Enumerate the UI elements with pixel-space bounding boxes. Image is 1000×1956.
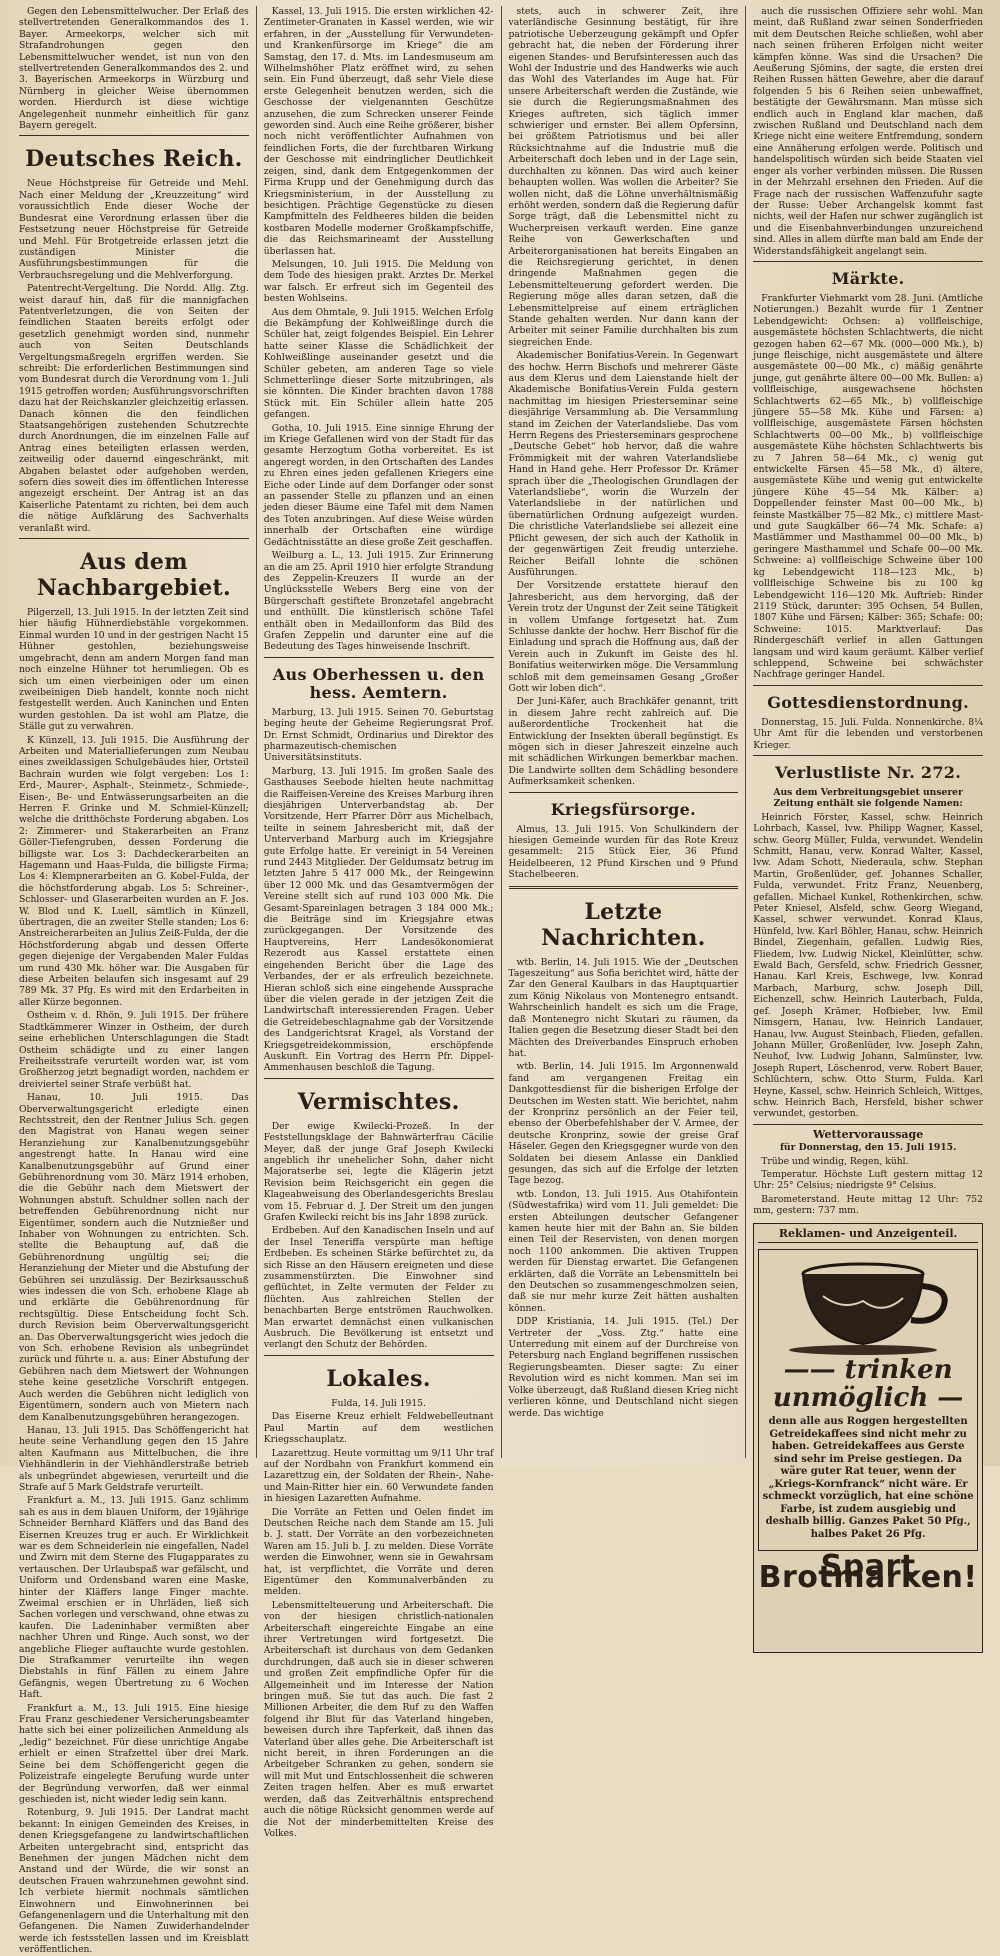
divider [509, 792, 739, 793]
section-title-lokales: Lokales. [326, 1365, 431, 1392]
article-kassel: Kassel, 13. Juli 1915. Die ersten wirklichen 42-Zentimeter-Granaten in Kassel werden, wie wir erfahren, in der „Ausstellung für Verwundeten- und Krankenfürsorge im Kriege“ die am Samstag, den 17. d. Mts. im Landesmuseum am Wilhelmshöher Platz eröffnet wird, zu sehen sein. Ein Fund überzeugt, daß sehr Viele diese erste Gelegenheit benutzen werden, sich die Geschosse der vielgenannten Geschütze anzusehen, die zum Schrecken unserer Feinde geworden sind. Auch eine Reihe größerer, bisher noch nicht veröffentlichter Aufnahmen von feindlichen Forts, die der furchtbaren Wirkung der Geschosse mit eindringlicher Deutlichkeit zeigen, sind, dank dem Entgegenkommen der Firma Krupp und der Genehmigung durch das Kriegsministerium, in der Ausstellung zu besichtigen. Prächtige Gegenstücke zu diesen Kampfmitteln des Feldheeres bilden die beiden kostbaren Modelle moderner Großkampfschiffe, die das Reichsmarineamt der Ausstellung überlassen hat. [263, 6, 494, 257]
section-title-oberhessen: Aus Oberhessen u. den hess. Aemtern. [272, 664, 485, 702]
divider [753, 261, 983, 262]
column-1 [12, 6, 257, 1956]
divider [264, 1078, 494, 1079]
article-eisernes-kreuz: Das Eiserne Kreuz erhielt Feldwebelleutnant Paul Martin auf dem westlichen Kriegsschauplatz. [263, 1411, 494, 1446]
slogan-spart-brotmarken: Spart Brotmarken! [758, 1549, 978, 1596]
article-lazarettzug: Lazarettzug. Heute vormittag um 9/11 Uhr traf auf der Nordbahn von Frankfurt kommend ein Lazarettzug ein, der Soldaten der Rhein-, Nahe- und Main-Ritter hier ein. 60 Verwundete fanden in hiesigen Lazaretten Aufnahme. [263, 1447, 494, 1505]
section-title-vermischtes: Vermischtes. [297, 1088, 460, 1115]
article-london: wtb. London, 13. Juli 1915. Aus Otahifontein (Südwestafrika) wird vom 11. Juli gemeldet: Die ersten Abteilungen deutscher Gefangener kamen heute hier mit der Bahn an. Sie bilden einen Teil der Reservisten, von denen morgen noch 1100 ankommen. Die aktiven Truppen werden für Dienstag erwartet. Die Gefangenen erklärten, daß die Vorräte an Lebensmitteln bei den Deutschen so zusammengeschmolzen seien, daß sie nur mehr kurze Zeit hätten aushalten können. [508, 1188, 739, 1314]
divider [19, 538, 249, 539]
article-rotenburg: Rotenburg, 9. Juli 1915. Der Landrat macht bekannt: In einigen Gemeinden des Kreises, in denen Kriegsgefangene zu landwirtschaftlichen Arbeiten untergebracht sind, entspricht das Benehmen der jungen Mädchen nicht dem Anstand und der Würde, die wir sonst an deutschen Frauen wahrzunehmen gewohnt sind. Ich verbiete hiermit nochmals sämtlichen Einwohnern und Einwohnerinnen bei Gefangenenlagern und die Unterhaltung mit den Gefangenen. Die Namen Zuwiderhandelnder werde ich festsstellen lassen und im Kreisblatt veröffentlichen. [19, 1807, 249, 1956]
section-title-gottesdienst: Gottesdienstordnung. [767, 692, 969, 712]
verlustliste-subtitle: Aus dem Verbreitungsgebiet unserer Zeitung enthält sie folgende Namen: [773, 786, 963, 810]
article-kuenzell: K Künzell, 13. Juli 1915. Die Ausführung der Arbeiten und Materiallieferungen zum Neubau eines zweiklassigen Schulgebäudes hier, Ortsteil Bachrain wurden wie folgt vergeben: Los 1: Erd-, Maurer-, Asphalt-, Steinmetz-, Schmiede-, Eisen-, Be- und Entwässerungsarbeiten an die Herren F. Grinke und M. Schmiel-Künzell; welche die dritthöchste Forderung abgaben. Los 2: Zimmerer- und Stakerarbeiten an Franz Göller-Tiefengruben, dessen Forderung die billigste war. Los 3: Dachdeckerarbeiten an Hagemann und Haas-Fulda, die billigste Firma; Los 4: Klempnerarbeiten an G. Kobel-Fulda, der die höchstforderung abgab. Los 5: Schreiner-, Schlosser- und Glaserarbeiten wurden an F. Jos. W. Blod und K. Luell, sämtlich in Künzell, übertragen, die an zweiter Stelle standen; Los 6: Anstreicherarbeiten an Julius Zeiß-Fulda, der die Höchstforderung abgab und dessen Offerte gegen diejenige der Vergabenden Maler Fuldas um rund 430 Mk. höher war. Die Ausgaben für diese Arbeiten belaufen sich insgesamt auf 29 789 Mk. 37 Pfg. Es wird mit den Erdarbeiten in aller Kürze begonnen. [19, 734, 249, 1008]
article-lebensmittelwucher: Gegen den Lebensmittelwucher. Der Erlaß des stellvertretenden Generalkommandos des 1. Bayer. Armeekorps, welcher sich mit Strafandrohungen gegen den Lebensmittelwucher wendet, ist nun von den stellvertretenden Generalkommandos des 2. und 3. Bayerischen Armeekorps in Würzburg und Nürnberg in gleicher Weise übernommen worden. Hierdurch ist diese wichtige Angelegenheit nunmehr einheitlich für ganz Bayern geregelt. [19, 6, 249, 132]
article-erdbeben: Erdbeben. Auf den Kanadischen Inseln und auf der Insel Teneriffa verspürte man heftige Erdbeben. Es scheinen Stärke befürchtet zu, da sich Risse an den Häusern ereigneten und diese zusammenstürzten. Die Einwohner sind geflüchtet, in Zelte vermuten der Felder zu flüchten. Aus zahlreichen Stellen der benachbarten Berge entströmen Rauchwolken. Man erwartet demnächst einen vulkanischen Ausbruch. Die Bevölkerung ist entsetzt und verlangt den Schutz der Behörden. [263, 1225, 494, 1351]
article-pilgerzell: Pilgerzell, 13. Juli 1915. In der letzten Zeit sind hier häufig Hühnerdiebstähle vorgekommen. Einmal wurden 10 und in der gestrigen Nacht 15 Hühner gestohlen, beziehungsweise umgebracht, denn am andern Morgen fand man noch einzelne Hühner tot herumliegen. Ob es sich um einen vierbeinigen oder um einen zweibeinigen Dieb handelt, konnte noch nicht festgestellt werden. Auch Kaninchen und Enten wurden gestohlen. Da ist wohl am Platze, die Ställe gut zu verwahren. [19, 607, 249, 733]
divider [753, 685, 983, 686]
weather-date: für Donnerstag, den 15. Juli 1915. [779, 1142, 957, 1154]
ad-section-title: Reklamen- und Anzeigenteil. [758, 1228, 978, 1243]
article-kwilecki: Der ewige Kwilecki-Prozeß. In der Feststellungsklage der Bahnwärterfrau Cäcilie Meyer, daß der junge Graf Joseph Kwilecki angeblich ihr unehelicher Sohn, daher nicht Majoratserbe sei, legte die Klägerin jetzt Revision beim Reichsgericht ein gegen die Klageabweisung des Oberlandesgerichts Breslau vom 15. Februar d. J. Der Streit um den jungen Grafen Kwilecki reicht bis ins Jahr 1898 zurück. [263, 1120, 494, 1223]
article-marburg-1: Marburg, 13. Juli 1915. Seinen 70. Geburtstag beging heute der Geheime Regierungsrat Prof. Dr. Ernst Schmidt, Ordinarius und Direktor des pharmazeutisch-chemischen Universitätsinstituts. [263, 706, 494, 764]
article-frankfurt-1: Frankfurt a. M., 13. Juli 1915. Ganz schlimm sah es aus in dem blauen Uniform, der 19jährige Schneider Bernhard Kläffers und das Band des Eisernen Kreuzes trug er auch. Er Wirklichkeit war es dem Schneiderlein nie eingefallen, Nadel und Zwirn mit dem Sterne des Flugapparates zu vertauschen. Der Urlaubspaß war gefälscht, und Uniform und Ordensband waren eine Maske, hinter der Kläffers lange Finger machte. Zweimal erschien er in Uhrläden, ließ sich Sachen vorlegen und verschwand, ohne etwas zu kaufen. Die Ladeninhaber vermißten aber nachher Uhren und Ringe. Auch sonst, wo der angebliche Flieger auftauchte wurde gestohlen. Die Strafkammer verurteilte ihn wegen Diebstahls in fünf Fällen zu einem Jahre Gefängnis, wegen Übertretung zu 6 Wochen Haft. [19, 1495, 249, 1701]
divider [264, 657, 494, 658]
divider [753, 755, 983, 756]
article-gotha: Gotha, 10. Juli 1915. Eine sinnige Ehrung der im Kriege Gefallenen wird von der Stadt für das gesamte Herzogtum Gotha vorbereitet. Es ist angeregt worden, in den Ortschaften des Landes zu Ehren eines jeden gefallenen Kriegers eine Eiche oder Linde auf dem Dorfanger oder sonst an passender Stelle zu pflanzen und an einen jeden dieser Bäume eine Tafel mit dem Namen des Toten anzubringen. Auf diese Weise würden innerhalb der Ortschaften eine würdige Gedächtnisstätte an diese große Zeit geschaffen. [263, 422, 494, 548]
article-marburg-2: Marburg, 13. Juli 1915. Im großen Saale des Gasthauses Seebode hielten heute nachmittag die Raiffeisen-Vereine des Kreises Marburg ihren diesjährigen Unterverbandstag ab. Der Vorsitzende, Herr Pfarrer Dörr aus Michelbach, teilte in seinem Jahresbericht mit, daß der Unterverband Marburg auch im Kriegsjahre gute Erfolge hatte. Er vereinigt in 54 Vereinen rund 2443 Mitglieder. Der Geldumsatz betrug im letzten Jahre 5 417 000 Mk., der Reingewinn über 12 000 Mk. und das Gesamtvermögen der Vereine stellt sich auf rund 103 000 Mk. Die Gesamt-Spareinlagen betragen 3 184 000 Mk.; die Beiträge sind im Kriegsjahre etwas zurückgegangen. Der Vorsitzende des Hauptvereins, Herr Landesökonomierat Rezerodt aus Kassel erstattete einen eingehenden Bericht über die Lage des Verbandes, der er als erfreulich bezeichnete. Hieran schloß sich eine eingehende Aussprache über die vielen gerade in der jetzigen Zeit die Landwirtschaft interessierenden Fragen. Ueber die Getreidebeschlagnahme gab der Vorsitzende des Landgerichtsrat Kragel, als Vorstand der Kriegsgetreidekommission, erschöpfende Auskunft. Ein Vortrag des Herrn Pfr. Dippel-Ammenhausen beschloß die Tagung. [263, 765, 494, 1074]
weather-barometer: Barometerstand. Heute mittag 12 Uhr: 752 mm, gestern: 737 mm. [753, 1193, 983, 1217]
divider [753, 1124, 983, 1125]
section-title-nachbargebiet: Aus dem Nachbargebiet. [36, 549, 231, 602]
article-berlin-1: wtb. Berlin, 14. Juli 1915. Wie der „Deutschen Tageszeitung“ aus Sofia berichtet wird, hätte der Zar den General Kaulbars in das Hauptquartier zum König Nikolaus von Montenegro entsandt. Wahrscheinlich handelt es sich um die Frage, daß Montenegro nicht Skutari zu räumen, da Italien gegen die Besetzung dieser Stadt bei den Mächten des Dreiverbandes Einspruch erhoben hat. [508, 956, 739, 1059]
article-hanau-1: Hanau, 10. Juli 1915. Das Oberverwaltungsgericht erledigte einen Rechtsstreit, den der Rentner Julius Sch. gegen den Magistrat von Hanau wegen seiner Heranziehung zur Kanalbenutzungsgebühr angestrengt hatte. In Hanau wird eine Kanalbenutzungsgebühr auf Grund einer Gebührenordnung vom 30. März 1914 erhoben, die die Gebühr nach dem Mietswert der Wohnungen abstuft. Schuldner sollen nach der betreffenden Gebührenordnung nicht nur Eigentümer, sondern auch die Nutznießer und Inhaber von Wohnungen zu entrichten. Sch. stellte die Behauptung auf, daß die Gebührenordnung ungültig sei; die Heranziehung der Mieter und die Abstufung der Gebühren sei unzulässig. Der Bezirksausschuß wies indessen die von Sch. erhobene Klage ab und erklärte die Gebührenordnung für rechtsgültig. Diese Entscheidung focht Sch. durch Revision beim Oberverwaltungsgericht an. Das Oberverwaltungsgericht wies jedoch die von Sch. erhobene Revision als unbegründet zurück und führte u. a. aus: Einer Abstufung der Gebühren nach dem Mietswert der Wohnungen stehe keine gesetzliche Vorschrift entgegen. Auch werden die Gebühren nicht lediglich von Eigentümern, sondern auch von Mietern nach dem Kanalbenutzungsgebühren herangezogen. [19, 1092, 249, 1423]
article-bonifatius-1: Akademischer Bonifatius-Verein. In Gegenwart des hochw. Herrn Bischofs und mehrerer Gäste aus dem Klerus und dem Laienstande hielt der Akademische Bonifatius-Verein Fulda gestern nachmittag im hiesigen Priesterseminar seine diesjährige Versammlung ab. Die Versammlung stand im Zeichen der Vaterlandsliebe. Das vom Herrn Regens des Priesterseminars gesprochene „Deutsche Gebet“ hob hervor, daß die wahre Frömmigkeit mit der wahren Vaterlandsliebe Hand in Hand gehe. Herr Professor Dr. Krämer sprach über die „Theologischen Grundlagen der Vaterlandsliebe“, worin die Wurzeln der Vaterlandsliebe in der natürlichen und übernatürlichen Ordnung aufgezeigt wurden. Die christliche Vaterlandsliebe sei allezeit eine Pflicht gewesen, der sich auch der Katholik in der gegenwärtigen Zeit freudig unterziehe. Reicher Beifall lohnte die schönen Ausführungen. [508, 350, 739, 578]
article-kristiania: DDP Kristiania, 14. Juli 1915. (Tel.) Der Vertreter der „Voss. Ztg.“ hatte eine Unterredung mit einem auf der Durchreise von Petersburg nach England begriffenen russischen Regierungsbeamten. Dieser sagte: Zu einer Revolution wird es nicht kommen. Man sei im Volke überzeugt, daß Rußland diesen Krieg nicht verlieren könne, und Deutschland nicht siegen werde. Das wichtige [508, 1316, 739, 1419]
article-russland-cont: auch die russischen Offiziere sehr wohl. Man meint, daß Rußland zwar seinen Sonderfrieden mit dem Deutschen Reiche schließen, wohl aber nach seinen früheren Erfolgen nicht weiter kämpfen könne. Was sind die Ursachen? Die Aeußerung Sjömins, der sagte, die ersten drei Reihen Russen hätten Gewehre, aber die darauf folgenden 5 bis 6 Reihen seien unbewaffnet, bestätigte der Gewährsmann. Man müsse sich endlich auch in England klar machen, daß zwischen Rußland und Deutschland nach dem Kriege nicht eine weitere Entfremdung, sondern eine Annäherung erfolgen werde. Politisch und handelspolitisch würden sich beide Staaten viel enger als vorher verbinden müssen. Die Russen in der Mehrzahl ersehnen den Frieden. Auf die Frage nach der russischen Waffenzufuhr sagte der Russe: Ueber Archangelsk kommt fast nichts, weil der Hafen nur schwer zugänglich ist und die Eisenbahnverbindungen unzureichend sind. Alles in allem dürfte man bald am Ende der Widerstandsfähigkeit angelangt sein. [753, 6, 983, 257]
article-patentrecht: Patentrecht-Vergeltung. Die Nordd. Allg. Ztg. weist darauf hin, daß für die mannigfachen Patentverletzungen, die von Seiten der feindlichen Staaten bereits erfolgt oder gesetzlich genehmigt worden sind, nunmehr auch von Seiten Deutschlands Vergeltungsmaßregeln ergriffen werden. Sie schreibt: Die erforderlichen Bestimmungen sind vom Bundesrat durch die Verordnung vom 1. Juli 1915 getroffen worden; Ausführungsvorschriften dazu hat der Reichskanzler gleichzeitig erlassen. Danach können die den feindlichen Staatsangehörigen zustehenden Schutzrechte durch Anordnungen, die im einzelnen Falle auf Antrag eines beteiligten erlassen werden, zeitweilig oder dauernd eingeschränkt, mit Abgaben belastet oder aufgehoben werden, sofern dies soweit dies im öffentlichen Interesse angezeigt erscheint. Der Antrag ist an das Kaiserliche Patentamt zu richten, bei dem auch die nötige Aufklärung des Sachverhalts veranlaßt wird. [19, 283, 249, 534]
article-junikaefer: Der Juni-Käfer, auch Brachkäfer genannt, tritt in diesem Jahre recht zahlreich auf. Die außerordentliche Trockenheit hat die Entwicklung der Insekten überall begünstigt. Es mögen sich in dieser Jahreszeit einzelne auch mit schädlichen Wirkungen bemerkbar machen. Die Landwirte sollten dem Schädling besondere Aufmerksamkeit schenken. [508, 696, 739, 788]
article-viehmarkt: Frankfurter Viehmarkt vom 28. Juni. (Amtliche Notierungen.) Bezahlt wurde für 1 Zentner Lebendgewicht: Ochsen: a) vollfleischige, ausgemästete höchsten Schlachtwerts, die nicht gezogen haben 62—67 Mk. (000—000 Mk.), b) junge fleischige, nicht ausgemästete und ältere ausgemästete 00—00 Mk., c) mäßig genährte junge, gut genährte ältere 00—00 Mk. Bullen: a) vollfleischige, ausgewachsene höchsten Schlachtwerts 62—65 Mk., b) vollfleischige jüngere 55—58 Mk. Kühe und Färsen: a) vollfleischige, ausgemästete Färsen höchsten Schlachtwerts 00—00 Mk., b) vollfleischige ausgemästete Kühe höchsten Schlachtwerts bis zu 7 Jahren 58—64 Mk., c) wenig gut entwickelte Färsen 45—58 Mk., d) ältere, ausgemästete Kühe und wenig gut entwickelte jüngere Kühe 45—54 Mk. Kälber: a) Doppellender feinster Mast 00—00 Mk., b) feinste Mastkälber 75—82 Mk., c) mittlere Mast- und gute Saugkälber 66—74 Mk. Schafe: a) Mastlämmer und Masthammel 00—00 Mk., b) geringere Masthammel und Schafe 00—00 Mk. Schweine: a) vollfleischige Schweine über 100 kg Lebendgewicht 118—123 Mk., b) vollfleischige Schweine bis zu 100 kg Lebendgewicht 116—120 Mk. Auftrieb: Rinder 2119 Stück, darunter: 395 Ochsen, 54 Bullen, 1807 Kühe und Färsen; Kälber: 365; Schafe: 00; Schweine: 1015. Marktverlauf: Das Rindergeschäft verlief in allen Gattungen langsam und wird kaum geräumt. Kälber verlief schleppend, Schweine bei schwächster Nachfrage geringer Handel. [753, 292, 983, 681]
article-bonifatius-2: Der Vorsitzende erstattete hierauf den Jahresbericht, aus dem hervorging, daß der Verein trotz der Ungunst der Zeit seine Tätigkeit in vollem Umfange fortgesetzt hat. Zum Schlusse dankte der hochw. Herr Bischof für die Einladung und sprach die Hoffnung aus, daß der Verein auch in Zukunft im Geiste des hl. Bonifatius weiterwirken möge. Die Versammlung schloß mit dem gemeinsamen Gesang „Großer Gott wir loben dich“. [508, 580, 739, 694]
divider [264, 1355, 494, 1356]
ad-headline: —— trinken unmöglich — [772, 1355, 964, 1413]
verlustliste-names: Heinrich Förster, Kassel, schw. Heinrich Lohrbach, Kassel, lvw. Philipp Wagner, Kassel, schw. Georg Müller, Fulda, verwundet. Wendelin Schmitt, Hanau, verw. Konrad Walter, Kassel, lvw. Adam Schott, Niederaula, schw. Stephan Martin, Großenlüder, gef. Johannes Schaller, Fulda, verwundet. Fritz Franz, Neuenberg, gefallen. Michael Kunkel, Rothenkirchen, schw. Peter Kniesel, Alsfeld, schw. Georg Wiegand, Kassel, schwer verwundet. Konrad Klaus, Hünfeld, lvw. Karl Böhler, Hanau, schw. Heinrich Bindel, Ziegenhain, gefallen. Ludwig Ries, Fliedem, lvw. Ludwig Nickel, Kleinlütter, schw. Ewald Bach, Gersfeld, schw. Friedrich Gessner, Hanau. Karl Kreis, Eschwege, lvw. Konrad Marbach, Marburg, schw. Joseph Dill, Eichenzell, schw. Heinrich Lauterbach, Fulda, gef. Joseph Krämer, Hofbieber, lvw. Emil Nimsgern, Hanau, lvw. Heinrich Landauer, Hanau, lvw. August Steinbach, Flieden, gefallen. Johann Müller, Großenlüder, lvw. Joseph Zahn, Neuhof, lvw. Ludwig Johann, Salmünster, lvw. Joseph Rupert, Löschenrod, verw. Robert Bauer, Schlüchtern, schw. Otto Sturm, Fulda. Karl Heyne, Kassel, schw. Heinrich Schleich, Wittges, schw. Heinrich Bach, Hersfeld, bisher schwer verwundet, gestorben. [753, 811, 983, 1120]
ad-body-text: denn alle aus Roggen hergestellten Getreidekaffees sind nicht mehr zu haben. Getreidekaffees aus Gerste sind sehr im Preise gestiegen. Da wäre guter Rat teuer, wenn der „Kriegs-Kornfranck“ nicht wäre. Er schmeckt vorzüglich, hat eine schöne Farbe, ist zudem ausgiebig und deshalb billig. Ganzes Paket 50 Pfg., halbes Paket 26 Pfg. [762, 1416, 974, 1540]
article-hanau-2: Hanau, 13. Juli 1915. Das Schöffengericht hat heute seine Verhandlung gegen den 15 Jahre alten Kaufmann aus Mittelbuchen, die ihre Viehhändlerin in der Viehhändlerstraße betrieb als unbegründet abgewiesen, verurteilt und die Strafe auf 5 Mark Geldstrafe verurteilt. [19, 1424, 249, 1493]
article-hoechstpreise: Neue Höchstpreise für Getreide und Mehl. Nach einer Meldung der „Kreuzzeitung“ wird voraussichtlich Ende dieser Woche der Bundesrat eine Verordnung erlassen über die Festsetzung neuer Höchstpreise für Getreide und Mehl. Für Brotgetreide erlassen jetzt die zuständigen Minister die Ausführungsbestimmungen für die Verbrauchsregelung und die Mehlverforgung. [19, 178, 249, 281]
article-lebensmittelteuerung: Lebensmittelteuerung und Arbeiterschaft. Die von der hiesigen christlich-nationalen Arbeiterschaft eingereichte Eingabe an eine ihrer Vertretungen wird fortgesetzt. Die Arbeiterschaft ist durchaus von dem Gedanken durchdrungen, daß auch sie in dieser schweren und großen Zeit empfindliche Opfer für die Allgemeinheit und im Interesse der Nation bringen muß. Sie tut das auch. Die fast 2 Millionen Arbeiter, die dem Ruf zu den Waffen folgend ihr Blut für das Vaterland hingeben, beweisen durch ihre Tapferkeit, daß ihnen das Vaterland über alles gehe. Die Arbeiterschaft ist nicht bereit, in ihren Forderungen an die Arbeitgeber Schranken zu gehen, sondern sie will mit Mut und Entschlossenheit die schweren Zeiten tragen helfen. Aber es muß erwartet werden, daß das Zeitverhältnis entsprechend auch die nötige Rücksicht genommen werde auf die Not der minderbemittelten Kreise des Volkes. [263, 1599, 494, 1839]
lokales-dateline: Fulda, 14. Juli 1915. [331, 1397, 426, 1409]
coffee-advertisement [758, 1249, 978, 1551]
weather-title: Wettervoraussage [812, 1127, 924, 1141]
article-frankfurt-2: Frankfurt a. M., 13. Juli 1915. Eine hiesige Frau Franz geschiedener Versicherungsbeamter hatte sich bei einer polizeilichen Anmeldung als „ledig“ bezeichnet. Für diese unrichtige Angabe erhielt er einen Strafzettel über drei Mark. Seine bei dem Schöffengericht gegen die Polizeistrafe eingelegte Berufung wurde unter der Begründung verworfen, daß wer einmal geschieden ist, nicht wieder ledig sein kann. [19, 1702, 249, 1805]
column-3 [502, 6, 747, 1458]
article-arbeiterschaft-cont: stets, auch in schwerer Zeit, ihre vaterländische Gesinnung bestätigt, für ihre patriotische Ueberzeugung gekämpft und Opfer gebracht hat, die neben der Förderung ihrer eigenen Standes- und Berufsinteressen auch das Wohl der Industrie und des Handwerks wie auch das Wohl des Vaterlandes im Auge hat. Für unsere Arbeiterschaft werden die Zustände, wie sie durch die Regierungsmaßnahmen des Krieges auftreten, sich täglich immer schwieriger und ernster. Bei allem Opfersinn, bei größtem Patriotismus und bei aller Rücksichtnahme auf die Industrie muß die Arbeiterschaft doch leben und in der Lage sein, durchhalten zu können. Das wird auch keiner behaupten wollen. Was wollen die Arbeiter? Sie wollen nicht, daß die Löhne unverhältnismäßig erhöht werden, sondern daß die Regierung dafür Sorge trägt, daß die Lebensmittel nicht zu Wucherpreisen verkauft werden. Eine ganze Reihe von Gewerkschaften und Arbeiterorganisationen hat bereits Eingaben an die Reichsregierung gerichtet, in denen dringende Maßnahmen gegen die Lebensmittelteuerung gefordert werden. Die Regierung möge alles daran setzen, daß die Lebensmittelpreise auf einem erträglichen Stande gehalten werden. Nur dann kann der Arbeiter mit seiner Familie durchhalten bis zum siegreichen Ende. [508, 6, 739, 348]
article-weilburg: Weilburg a. L., 13. Juli 1915. Zur Erinnerung an die am 25. April 1910 hier erfolgte Strandung des Zeppelin-Kreuzers II wurde an der Unglücksstelle Webers Berg eine von der Bürgerschaft gestiftete Bronzetafel angebracht und enthüllt. Die künstlerisch schöne Tafel enthält oben in Medaillonform das Bild des Grafen Zeppelin und darunter eine auf die Bedeutung des Tages hinweisende Inschrift. [263, 550, 494, 653]
article-ohmtale: Aus dem Ohmtale, 9. Juli 1915. Welchen Erfolg die Bekämpfung der Kohlweißlinge durch die Schüler hat, zeigt folgendes Beispiel. Ein Lehrer hatte seiner Klasse die Schädlichkeit der Kohlweißlinge auseinander gesetzt und die Schüler gebeten, am anderen Tage so viele Schmetterlinge dieser Sorte mitzubringen, als sie könnten. Die Kinder brachten davon 1788 Stück mit. Ein Schüler allein hatte 205 gefangen. [263, 306, 494, 421]
article-fette-oele: Die Vorräte an Fetten und Oelen findet im Deutschen Reiche nach dem Stande am 15. Juli b. J. statt. Der Vorräte an den vorbezeichneten Waren am 15. Juli b. J. zu melden. Diese Vorräte werden die Einwohner, wenn sie in Gewahrsam hat, ist verpflichtet, die Vorräte und deren Eigentümer den Kommunalverbänden zu melden. [263, 1506, 494, 1598]
section-title-kriegsfuersorge: Kriegsfürsorge. [550, 799, 697, 819]
divider [19, 135, 249, 136]
section-title-letzte-nachrichten: Letzte Nachrichten. [541, 898, 706, 951]
coffee-cup-icon [783, 1256, 953, 1356]
advertisement-box [753, 1223, 983, 1653]
article-ostheim: Ostheim v. d. Rhön, 9. Juli 1915. Der frühere Stadtkämmerer Winzer in Ostheim, der durch seine erheblichen Unterschlagungen die Stadt Ostheim schädigte und zu einer langen Freiheitsstrafe verurteilt worden war, ist vom Großherzog jetzt begnadigt worden, nachdem er dreiviertel seiner Strafe verbüßt hat. [19, 1010, 249, 1090]
column-2 [257, 6, 502, 1839]
article-almus: Almus, 13. Juli 1915. Von Schulkindern der hiesigen Gemeinde wurden für das Rote Kreuz gesammelt: 215 Stück Eier, 36 Pfund Heidelbeeren, 12 Pfund Kirschen und 9 Pfund Stachelbeeren. [508, 823, 739, 881]
section-title-verlustliste: Verlustliste Nr. 272. [775, 762, 962, 782]
section-title-maerkte: Märkte. [831, 268, 905, 288]
weather-temperature: Temperatur. Höchste Luft gestern mittag 12 Uhr: 25° Celsius; niedrigste 9° Celsius. [753, 1168, 983, 1192]
article-melsungen: Melsungen, 10. Juli 1915. Die Meldung von dem Tode des hiesigen prakt. Arztes Dr. Merkel war falsch. Er erfreut sich im Gegenteil des besten Wohlseins. [263, 258, 494, 305]
article-berlin-2: wtb. Berlin, 14. Juli 1915. Im Argonnenwald fand am vergangenen Freitag ein Dankgottesdienst für die bisherigen Erfolge der Deutschen im Westen statt. Wie berichtet, nahm der Kronprinz persönlich an der Feier teil, ebenso der Oberbefehlshaber der V. Armee, der deutsche Kronprinz, sowie der greise Graf Häseler. Gegen den Kriegsgegner wurde von den Soldaten bei diesem Anlasse ein Danklied gesungen, das sich auf die Erfolge der letzten Tage bezog. [508, 1061, 739, 1187]
column-4 [746, 6, 990, 1596]
section-title-deutsches-reich: Deutsches Reich. [25, 146, 243, 173]
weather-forecast: Trübe und windig, Regen, kühl. [761, 1155, 909, 1167]
article-gottesdienst: Donnerstag, 15. Juli. Fulda. Nonnenkirche. 8¼ Uhr Amt für die lebenden und verstorbenen Krieger. [753, 716, 983, 751]
divider [509, 886, 739, 889]
